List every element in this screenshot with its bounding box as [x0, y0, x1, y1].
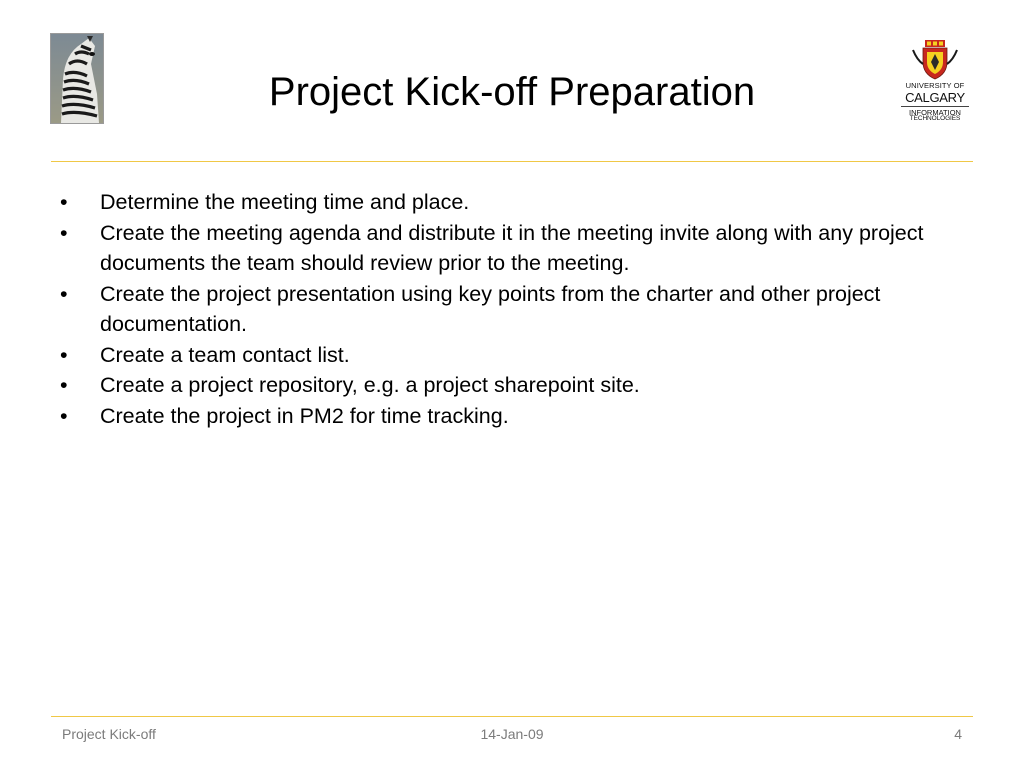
bullet-text: Determine the meeting time and place.: [100, 190, 470, 214]
bullet-marker: •: [60, 342, 68, 367]
bullet-item: [54, 187, 959, 218]
slide-title: Project Kick-off Preparation: [268, 70, 756, 114]
bullet-marker: •: [60, 220, 68, 245]
bullet-item: [54, 218, 959, 279]
title-divider: [51, 161, 973, 162]
zebra-image: [50, 33, 104, 124]
bullet-item: [54, 401, 959, 432]
bullet-marker: •: [60, 281, 68, 306]
bullet-marker: •: [60, 190, 68, 214]
bullet-text: Create the project presentation using key points from the charter and other project documentation.: [100, 281, 881, 336]
footer-divider: [51, 716, 973, 717]
logo-line-1: UNIVERSITY OF: [905, 81, 965, 90]
logo-line-3: INFORMATION: [901, 106, 969, 117]
bullet-text: Create a project repository, e.g. a project sharepoint site.: [100, 373, 640, 397]
footer-title: Project Kick-off: [62, 726, 156, 742]
bullet-list: [54, 187, 959, 431]
logo-line-4: TECHNOLOGIES: [909, 115, 961, 122]
bullet-item: [54, 340, 959, 371]
university-logo: [901, 40, 969, 130]
footer-date: 14-Jan-09: [480, 726, 544, 742]
crest-icon: [911, 40, 959, 80]
bullet-marker: •: [60, 403, 68, 428]
logo-text: [901, 82, 969, 123]
zebra-icon: [51, 34, 103, 123]
bullet-text: Create a team contact list.: [100, 342, 350, 367]
bullet-item: [54, 370, 959, 401]
bullet-item: [54, 279, 959, 340]
page-number: 4: [954, 726, 962, 742]
bullet-text: Create the project in PM2 for time tracking.: [100, 403, 509, 428]
logo-line-2: CALGARY: [905, 89, 965, 105]
bullet-marker: •: [60, 373, 68, 397]
bullet-text: Create the meeting agenda and distribute it in the meeting invite along with any project documents the team should review prior to the meeting.: [100, 220, 924, 275]
